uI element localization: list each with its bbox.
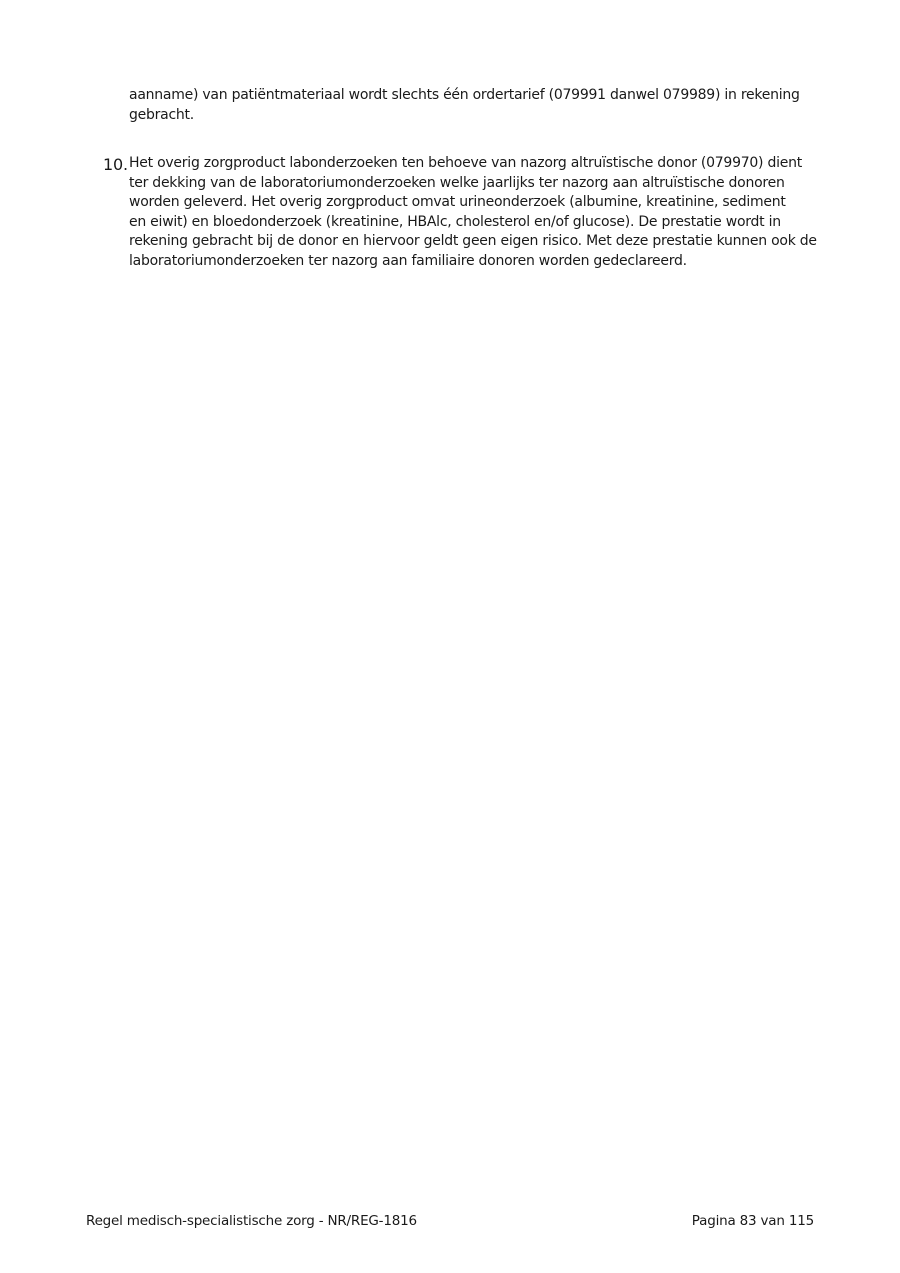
- paragraph-line: en eiwit) en bloedonderzoek (kreatinine, HBAlc, cholesterol en/of glucose). De prestatie wordt in: [129, 213, 781, 230]
- paragraph-line: Het overig zorgproduct labonderzoeken ten behoeve van nazorg altruïstische donor (079970) dient: [129, 155, 802, 171]
- paragraph-line: ter dekking van de laboratoriumonderzoeken welke jaarlijks ter nazorg aan altruïstische donoren: [129, 174, 785, 191]
- footer-document-title: Regel medisch-specialistische zorg - NR/REG-1816: [86, 1213, 417, 1229]
- paragraph-line: rekening gebracht bij de donor en hiervoor geldt geen eigen risico. Met deze prestatie kunnen ook de: [129, 233, 817, 249]
- paragraph-line: aanname) van patiëntmateriaal wordt slechts één ordertarief (079991 danwel 079989) in rekening: [129, 87, 800, 103]
- paragraph-line: gebracht.: [129, 106, 194, 123]
- paragraph-line: laboratoriumonderzoeken ter nazorg aan familiaire donoren worden gedeclareerd.: [129, 252, 687, 269]
- footer-page-indicator: Pagina 83 van 115: [691, 1213, 814, 1229]
- list-item-number: 10.: [103, 155, 128, 174]
- paragraph-line: worden geleverd. Het overig zorgproduct omvat urineonderzoek (albumine, kreatinine, sediment: [129, 194, 786, 210]
